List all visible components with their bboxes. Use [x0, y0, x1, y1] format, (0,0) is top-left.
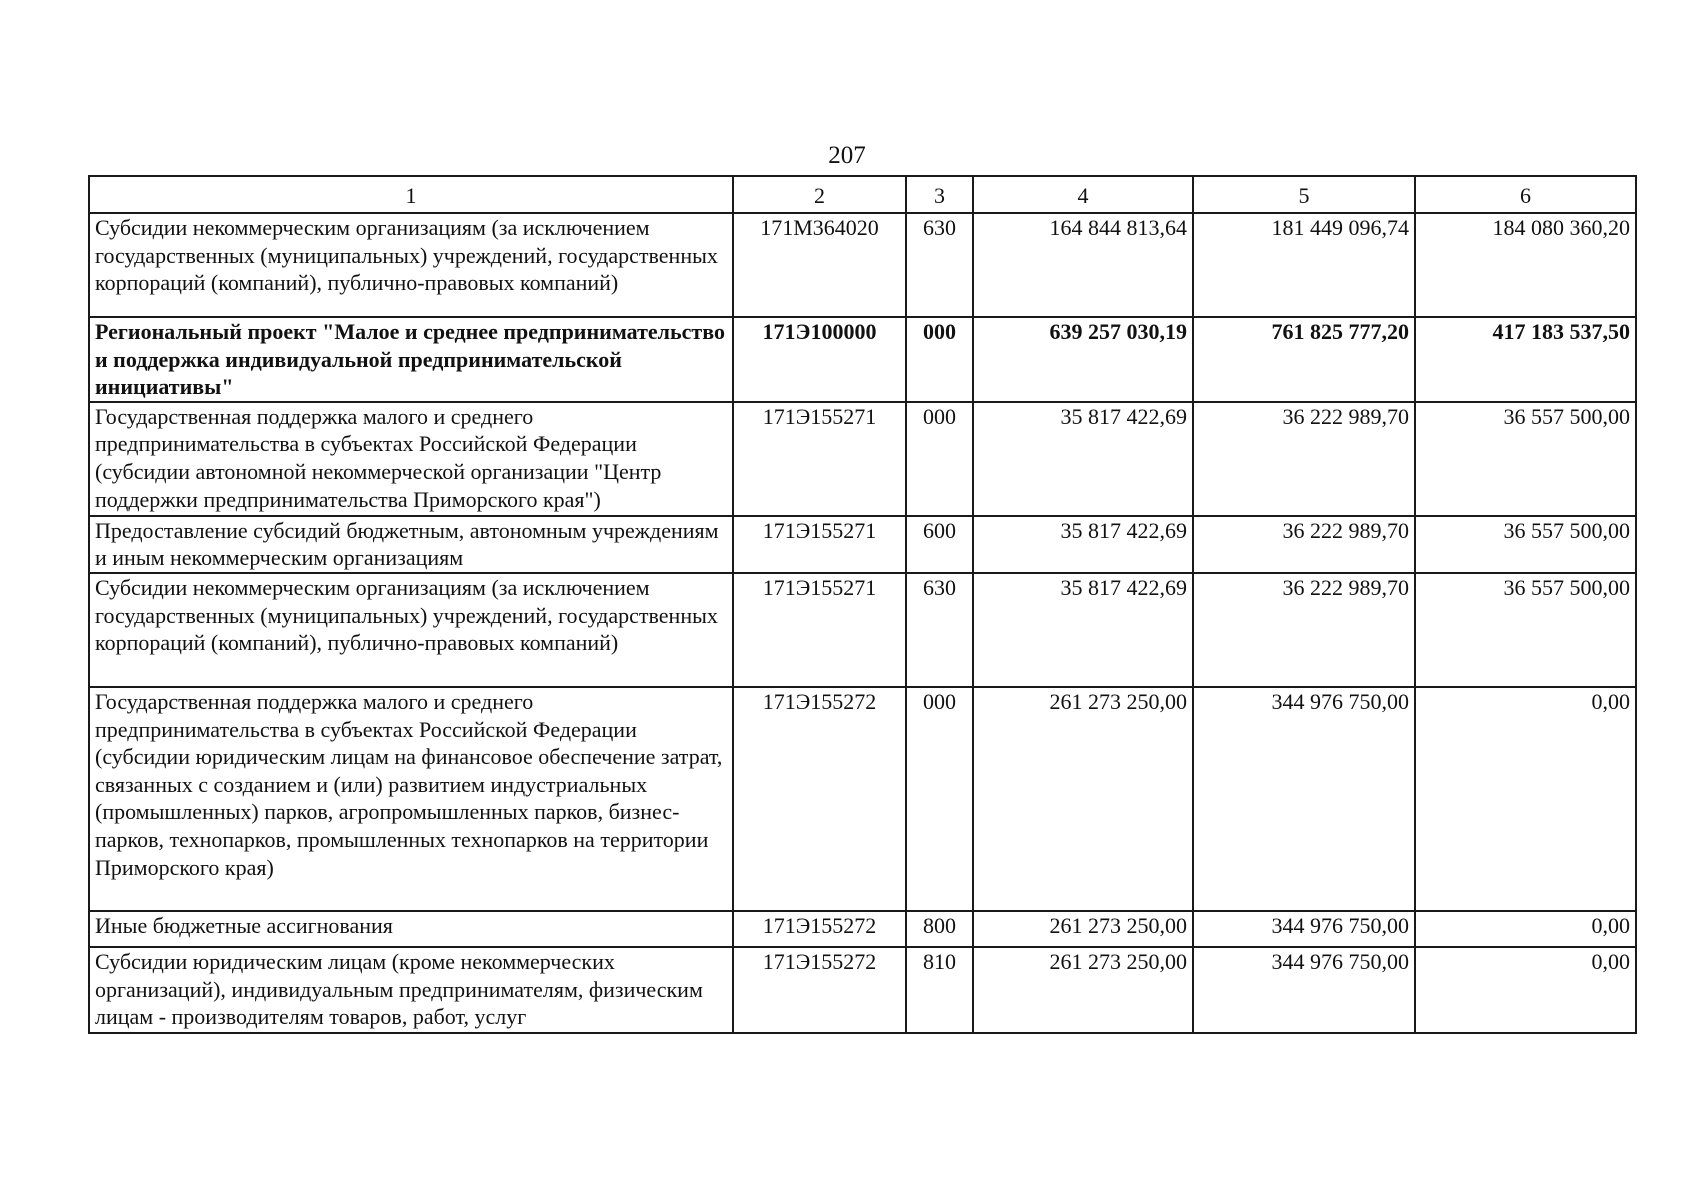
column-header: 6 [1415, 176, 1636, 213]
amount-col6: 36 557 500,00 [1415, 516, 1636, 573]
table-row [89, 947, 1636, 1033]
column-header: 5 [1193, 176, 1415, 213]
amount-col4: 35 817 422,69 [973, 573, 1193, 687]
row-name: Субсидии некоммерческим организациям (за исключением государственных (муниципальных) учреждений, государственных корпораций (компаний), публично-правовых компаний) [89, 573, 733, 687]
amount-col4: 35 817 422,69 [973, 402, 1193, 516]
amount-col4: 164 844 813,64 [973, 213, 1193, 317]
page-number: 207 [828, 142, 866, 169]
expense-type-code: 810 [906, 947, 973, 1033]
row-name: Предоставление субсидий бюджетным, автономным учреждениям и иным некоммерческим организациям [89, 516, 733, 573]
amount-col6: 36 557 500,00 [1415, 402, 1636, 516]
expense-type-code: 630 [906, 213, 973, 317]
expense-type-code: 000 [906, 317, 973, 402]
amount-col6: 36 557 500,00 [1415, 573, 1636, 687]
amount-col4: 35 817 422,69 [973, 516, 1193, 573]
row-name: Государственная поддержка малого и среднего предпринимательства в субъектах Российской Федерации (субсидии автономной некоммерческой организации "Центр поддержки предпринимательства Приморского края") [89, 402, 733, 516]
header-row [89, 176, 1636, 213]
column-header: 3 [906, 176, 973, 213]
target-article-code: 171Э155272 [733, 687, 906, 911]
amount-col5: 36 222 989,70 [1193, 516, 1415, 573]
amount-col5: 181 449 096,74 [1193, 213, 1415, 317]
amount-col5: 761 825 777,20 [1193, 317, 1415, 402]
expense-type-code: 800 [906, 911, 973, 947]
target-article-code: 171М364020 [733, 213, 906, 317]
column-header: 2 [733, 176, 906, 213]
table-row [89, 317, 1636, 402]
column-header: 4 [973, 176, 1193, 213]
expense-type-code: 600 [906, 516, 973, 573]
table-row [89, 573, 1636, 687]
target-article-code: 171Э155272 [733, 911, 906, 947]
amount-col6: 0,00 [1415, 947, 1636, 1033]
amount-col5: 36 222 989,70 [1193, 573, 1415, 687]
table-row [89, 516, 1636, 573]
amount-col4: 261 273 250,00 [973, 947, 1193, 1033]
amount-col5: 344 976 750,00 [1193, 947, 1415, 1033]
column-header: 1 [89, 176, 733, 213]
target-article-code: 171Э155271 [733, 516, 906, 573]
target-article-code: 171Э155271 [733, 573, 906, 687]
table-body [89, 213, 1636, 1033]
row-name: Иные бюджетные ассигнования [89, 911, 733, 947]
row-name: Региональный проект "Малое и среднее предпринимательство и поддержка индивидуальной предпринимательской инициативы" [89, 317, 733, 402]
amount-col5: 36 222 989,70 [1193, 402, 1415, 516]
target-article-code: 171Э155272 [733, 947, 906, 1033]
table-row [89, 687, 1636, 911]
amount-col5: 344 976 750,00 [1193, 911, 1415, 947]
expense-type-code: 000 [906, 687, 973, 911]
budget-table [88, 175, 1637, 1034]
row-name: Государственная поддержка малого и среднего предпринимательства в субъектах Российской Федерации (субсидии юридическим лицам на финансовое обеспечение затрат, связанных с созданием и (или) развитием индустриальных (промышленных) парков, агропромышленных парков, бизнес-парков, технопарков, промышленных технопарков на территории Приморского края) [89, 687, 733, 911]
row-name: Субсидии некоммерческим организациям (за исключением государственных (муниципальных) учреждений, государственных корпораций (компаний), публично-правовых компаний) [89, 213, 733, 317]
amount-col4: 261 273 250,00 [973, 911, 1193, 947]
target-article-code: 171Э155271 [733, 402, 906, 516]
amount-col6: 0,00 [1415, 687, 1636, 911]
table-row [89, 402, 1636, 516]
table-row [89, 911, 1636, 947]
amount-col6: 0,00 [1415, 911, 1636, 947]
amount-col4: 639 257 030,19 [973, 317, 1193, 402]
target-article-code: 171Э100000 [733, 317, 906, 402]
expense-type-code: 000 [906, 402, 973, 516]
amount-col4: 261 273 250,00 [973, 687, 1193, 911]
table-header [89, 176, 1636, 213]
table-row [89, 213, 1636, 317]
amount-col6: 184 080 360,20 [1415, 213, 1636, 317]
amount-col6: 417 183 537,50 [1415, 317, 1636, 402]
amount-col5: 344 976 750,00 [1193, 687, 1415, 911]
expense-type-code: 630 [906, 573, 973, 687]
row-name: Субсидии юридическим лицам (кроме некоммерческих организаций), индивидуальным предпринимателям, физическим лицам - производителям товаров, работ, услуг [89, 947, 733, 1033]
